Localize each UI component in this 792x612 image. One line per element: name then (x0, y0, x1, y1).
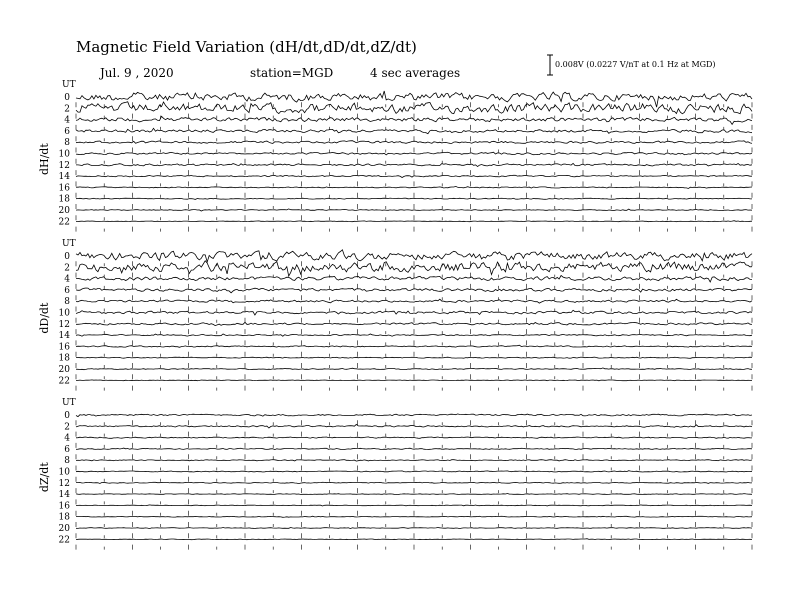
trace-line (76, 209, 752, 211)
row-label: 20 (58, 206, 70, 216)
hour-ticks (76, 477, 752, 482)
row-label: 10 (58, 467, 70, 478)
hour-ticks (76, 533, 752, 538)
hour-ticks (76, 204, 752, 209)
hour-ticks (76, 329, 752, 334)
trace-line (76, 471, 752, 472)
trace-line (76, 368, 752, 370)
row-label: 8 (64, 297, 70, 308)
hour-ticks (76, 148, 752, 153)
row-label: 10 (58, 308, 70, 319)
trace-line (76, 505, 752, 506)
hour-ticks (76, 318, 752, 323)
row-label: 2 (64, 422, 70, 433)
panel-label: dD/dt (38, 302, 51, 334)
row-label: 6 (64, 126, 70, 137)
hour-ticks (76, 352, 752, 357)
hour-ticks (76, 181, 752, 186)
hour-ticks (76, 499, 752, 504)
trace-line (76, 380, 752, 381)
hour-ticks (76, 215, 752, 220)
hour-ticks (76, 227, 752, 232)
trace-line (76, 437, 752, 438)
hour-ticks (76, 488, 752, 493)
hour-ticks (76, 159, 752, 164)
hour-ticks (76, 432, 752, 437)
trace-line (76, 516, 752, 517)
row-label: 10 (58, 149, 70, 160)
row-label: 0 (64, 252, 70, 262)
row-label: 8 (64, 138, 70, 149)
row-label: 12 (58, 478, 70, 489)
trace-line (76, 345, 752, 347)
ut-label: UT (62, 80, 76, 90)
trace-line (76, 175, 752, 177)
row-label: 14 (58, 331, 70, 342)
row-label: 20 (58, 524, 70, 534)
row-label: 16 (58, 183, 70, 194)
row-label: 4 (64, 115, 70, 126)
hour-ticks (76, 273, 752, 278)
row-label: 0 (64, 411, 70, 421)
hour-ticks (76, 114, 752, 119)
trace-line (76, 250, 752, 262)
hour-ticks (76, 420, 752, 425)
hour-ticks (76, 443, 752, 448)
row-label: 4 (64, 433, 70, 444)
row-label: 14 (58, 490, 70, 501)
row-label: 16 (58, 501, 70, 512)
hour-ticks (76, 125, 752, 130)
trace-line (76, 448, 752, 450)
row-label: 22 (58, 217, 70, 228)
row-label: 18 (58, 353, 70, 364)
trace-line (76, 198, 752, 199)
row-label: 18 (58, 194, 70, 205)
hour-ticks (76, 386, 752, 391)
trace-line (76, 528, 752, 529)
row-label: 6 (64, 444, 70, 455)
trace-line (76, 152, 752, 155)
hour-ticks (76, 511, 752, 516)
row-label: 12 (58, 319, 70, 330)
hour-ticks (76, 363, 752, 368)
hour-ticks (76, 374, 752, 379)
hour-ticks (76, 522, 752, 527)
row-label: 2 (64, 263, 70, 274)
trace-line (76, 460, 752, 462)
ut-label: UT (62, 239, 76, 249)
hour-ticks (76, 340, 752, 345)
hour-ticks (76, 136, 752, 141)
panel-label: dZ/dt (38, 462, 51, 493)
hour-ticks (76, 307, 752, 312)
averaging-label: 4 sec averages (370, 66, 461, 80)
row-label: 18 (58, 512, 70, 523)
hour-ticks (76, 454, 752, 459)
trace-line (76, 414, 752, 417)
scale-note: 0.008V (0.0227 V/nT at 0.1 Hz at MGD) (555, 60, 716, 69)
trace-line (76, 186, 752, 188)
trace-line (76, 482, 752, 483)
row-label: 16 (58, 342, 70, 353)
row-label: 2 (64, 104, 70, 115)
row-label: 20 (58, 365, 70, 375)
row-label: 14 (58, 172, 70, 183)
hour-ticks (76, 284, 752, 289)
row-label: 22 (58, 535, 70, 546)
hour-ticks (76, 545, 752, 550)
date-label: Jul. 9 , 2020 (100, 66, 174, 80)
trace-line (76, 357, 752, 358)
hour-ticks (76, 170, 752, 175)
trace-line (76, 288, 752, 293)
panel-label: dH/dt (38, 143, 51, 176)
row-label: 8 (64, 456, 70, 467)
row-label: 6 (64, 285, 70, 296)
row-label: 22 (58, 376, 70, 387)
station-label: station=MGD (250, 66, 334, 80)
ut-label: UT (62, 398, 76, 408)
row-label: 0 (64, 93, 70, 103)
hour-ticks (76, 261, 752, 266)
row-label: 4 (64, 274, 70, 285)
row-label: 12 (58, 160, 70, 171)
trace-line (76, 163, 752, 166)
hour-ticks (76, 193, 752, 198)
chart-title: Magnetic Field Variation (dH/dt,dD/dt,dZ/dt) (76, 38, 417, 56)
trace-line (76, 494, 752, 495)
trace-line (76, 221, 752, 222)
hour-ticks (76, 295, 752, 300)
trace-line (76, 141, 752, 144)
hour-ticks (76, 466, 752, 471)
trace-line (76, 334, 752, 336)
trace-line (76, 539, 752, 540)
